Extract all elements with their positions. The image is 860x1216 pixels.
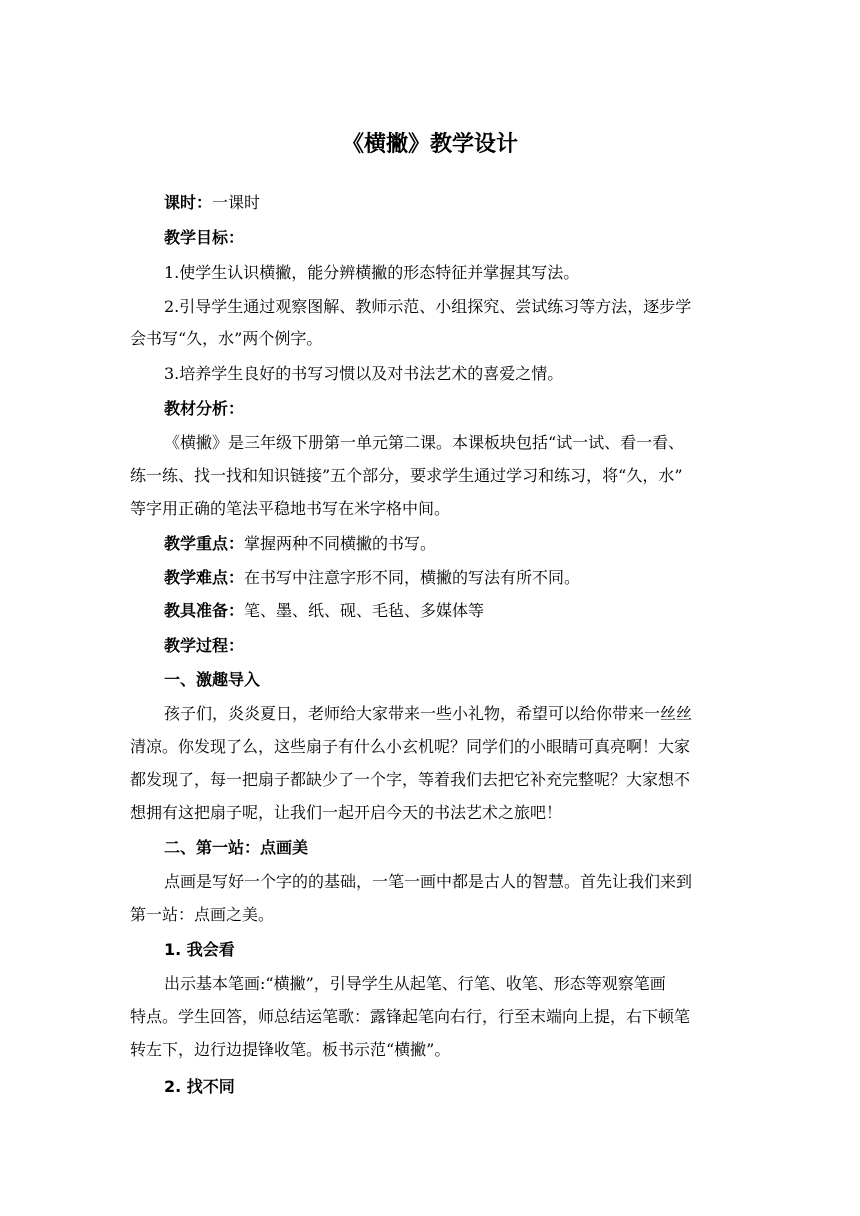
section2-line-1: 点画是写好一个字的的基础，一笔一画中都是古人的智慧。首先让我们来到 [164,872,693,891]
difficulty-value: 在书写中注意字形不同，横撇的写法有所不同。 [244,568,581,587]
section1-line-3: 都发现了，每一把扇子都缺少了一个字，等着我们去把它补充完整呢？大家想不 [130,770,691,789]
material-heading: 教材分析： [164,399,245,418]
section1-line-4: 想拥有这把扇子呢，让我们一起开启今天的书法艺术之旅吧！ [130,803,563,822]
page-title: 《横撇》教学设计 [341,132,518,157]
section1-line-1: 孩子们，炎炎夏日，老师给大家带来一些小礼物，希望可以给你带来一丝丝 [164,704,693,723]
section1-heading: 一、激趣导入 [164,670,261,689]
material-line-1: 《横撇》是三年级下册第一单元第二课。本课板块包括“试一试、看一看、 [164,433,685,452]
key-point-value: 掌握两种不同横撇的书写。 [244,534,437,553]
objective-item-2-cont: 会书写“久，水”两个例字。 [130,329,323,348]
material-line-3: 等字用正确的笔法平稳地书写在米字格中间。 [130,499,451,518]
subsection1-heading: 1. 我会看 [164,940,235,959]
difficulty-line [164,561,730,595]
objective-item-2: 2.引导学生通过观察图解、教师示范、小组探究、尝试练习等方法，逐步学 [164,297,692,316]
process-heading: 教学过程： [164,636,245,655]
material-line-2: 练一练、找一找和知识链接”五个部分，要求学生通过学习和练习，将“久，水” [130,466,683,485]
objectives-heading: 教学目标： [164,228,245,247]
subsection2-heading: 2. 找不同 [164,1077,235,1096]
lesson-time-line [164,186,730,220]
subsection1-line-2: 特点。学生回答，师总结运笔歌：露锋起笔向右行，行至末端向上提，右下顿笔 [130,1007,691,1026]
section2-heading: 二、第一站：点画美 [164,838,309,857]
lesson-time-value: 一课时 [212,193,261,212]
difficulty-label: 教学难点： [164,568,245,587]
objective-item-3: 3.培养学生良好的书写习惯以及对书法艺术的喜爱之情。 [164,364,564,383]
subsection1-line-3: 转左下，边行边提锋收笔。板书示范“横撇”。 [130,1040,451,1059]
tools-line [164,594,730,628]
tools-label: 教具准备： [164,601,245,620]
subsection1-line-1: 出示基本笔画:“横撇”，引导学生从起笔、行笔、收笔、形态等观察笔画 [164,974,666,993]
section1-line-2: 清凉。你发现了么，这些扇子有什么小玄机呢？同学们的小眼睛可真亮啊！大家 [130,737,691,756]
section2-line-2: 第一站：点画之美。 [130,905,275,924]
objective-item-1: 1.使学生认识横撇，能分辨横撇的形态特征并掌握其写法。 [164,263,580,282]
key-point-label: 教学重点： [164,534,245,553]
tools-value: 笔、墨、纸、砚、毛毡、多媒体等 [244,601,485,620]
key-point-line [164,527,730,561]
lesson-time-label: 课时： [164,193,213,212]
